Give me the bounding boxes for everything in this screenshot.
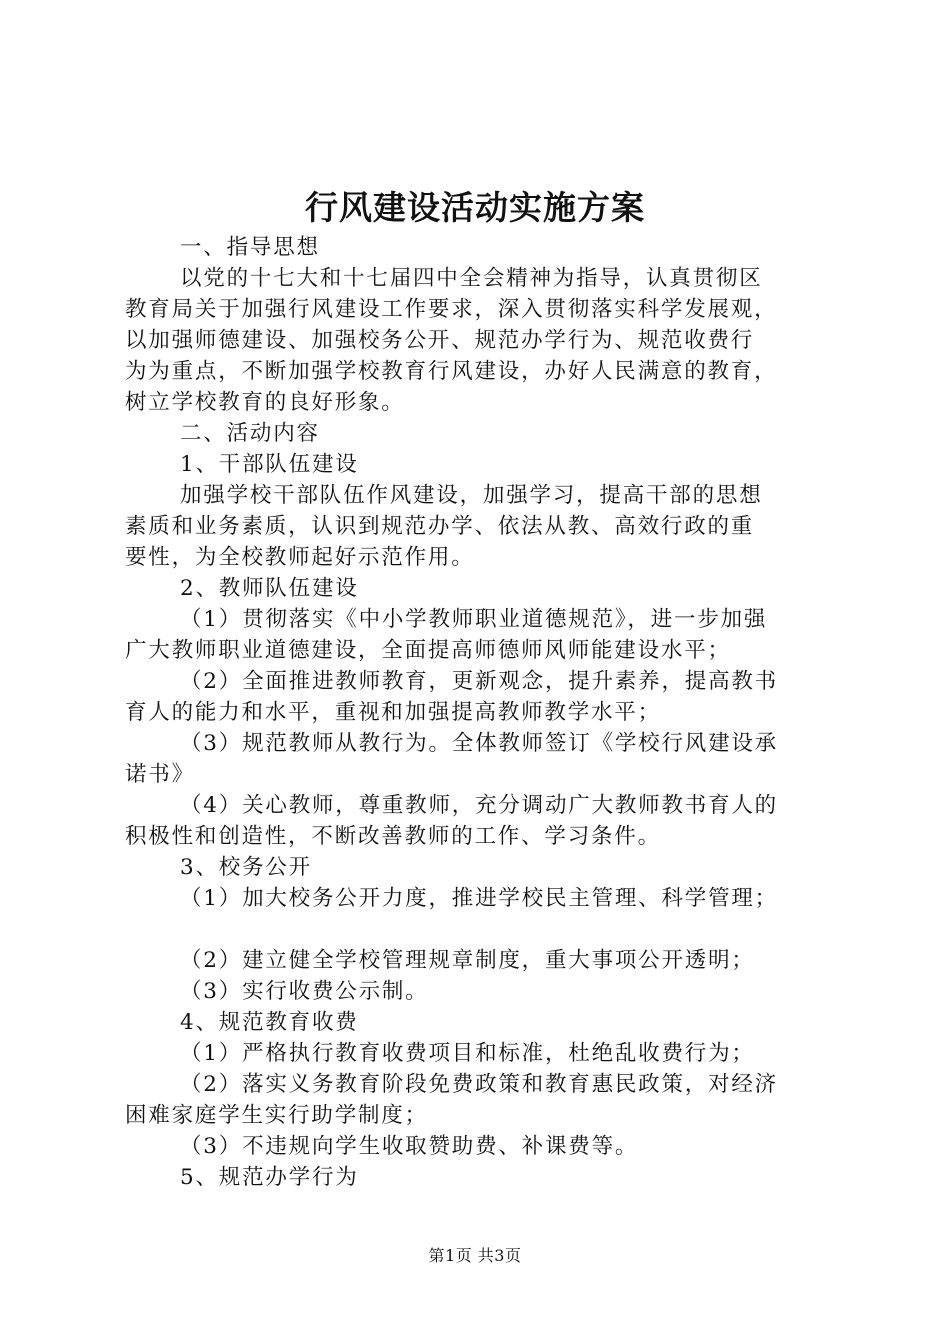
body-line: 素质和业务素质，认识到规范办学、依法从教、高效行政的重 <box>125 514 755 539</box>
document-body <box>125 232 841 1193</box>
body-line: （1）加大校务公开力度，推进学校民主管理、科学管理； <box>180 886 778 911</box>
body-line: 5、规范办学行为 <box>180 1165 359 1190</box>
document-title: 行风建设活动实施方案 <box>305 188 645 227</box>
body-line: （4）关心教师，尊重教师，充分调动广大教师教书育人的 <box>180 793 778 818</box>
body-line: 教育局关于加强行风建设工作要求，深入贯彻落实科学发展观， <box>125 297 778 322</box>
body-line: 加强学校干部队伍作风建设，加强学习，提高干部的思想 <box>180 483 763 508</box>
body-line: 2、教师队伍建设 <box>180 576 359 601</box>
body-line: 育人的能力和水平，重视和加强提高教师教学水平； <box>125 700 661 725</box>
body-line: （1）贯彻落实《中小学教师职业道德规范》，进一步加强 <box>180 607 768 632</box>
body-line: （3）实行收费公示制。 <box>180 979 429 1004</box>
body-line: 诺书》 <box>125 762 195 787</box>
body-line: 1、干部队伍建设 <box>180 452 359 477</box>
body-line: 以党的十七大和十七届四中全会精神为指导，认真贯彻区 <box>180 266 763 291</box>
body-line: 树立学校教育的良好形象。 <box>125 390 405 415</box>
body-line: （2）建立健全学校管理规章制度，重大事项公开透明； <box>180 948 755 973</box>
blank-line <box>125 914 841 945</box>
body-line: 一、指导思想 <box>180 235 320 260</box>
body-line: 广大教师职业道德建设，全面提高师德师风师能建设水平； <box>125 638 731 663</box>
body-line: 以加强师德建设、加强校务公开、规范办学行为、规范收费行 <box>125 328 755 353</box>
body-line: （1）严格执行教育收费项目和标准，杜绝乱收费行为； <box>180 1041 755 1066</box>
body-line: （3）规范教师从教行为。全体教师签订《学校行风建设承 <box>180 731 778 756</box>
body-line: 困难家庭学生实行助学制度； <box>125 1103 428 1128</box>
body-line: 3、校务公开 <box>180 855 312 880</box>
body-line: （2）全面推进教师教育，更新观念，提升素养，提高教书 <box>180 669 778 694</box>
body-line: 要性，为全校教师起好示范作用。 <box>125 545 475 570</box>
body-line: 二、活动内容 <box>180 421 320 446</box>
body-line: 4、规范教育收费 <box>180 1010 359 1035</box>
body-line: （2）落实义务教育阶段免费政策和教育惠民政策，对经济 <box>180 1072 778 1097</box>
page-footer: 第1页 共3页 <box>428 1246 522 1265</box>
body-line: 积极性和创造性，不断改善教师的工作、学习条件。 <box>125 824 661 849</box>
body-line: （3）不违规向学生收取赞助费、补课费等。 <box>180 1134 639 1159</box>
body-line: 为为重点，不断加强学校教育行风建设，办好人民满意的教育， <box>125 359 778 384</box>
